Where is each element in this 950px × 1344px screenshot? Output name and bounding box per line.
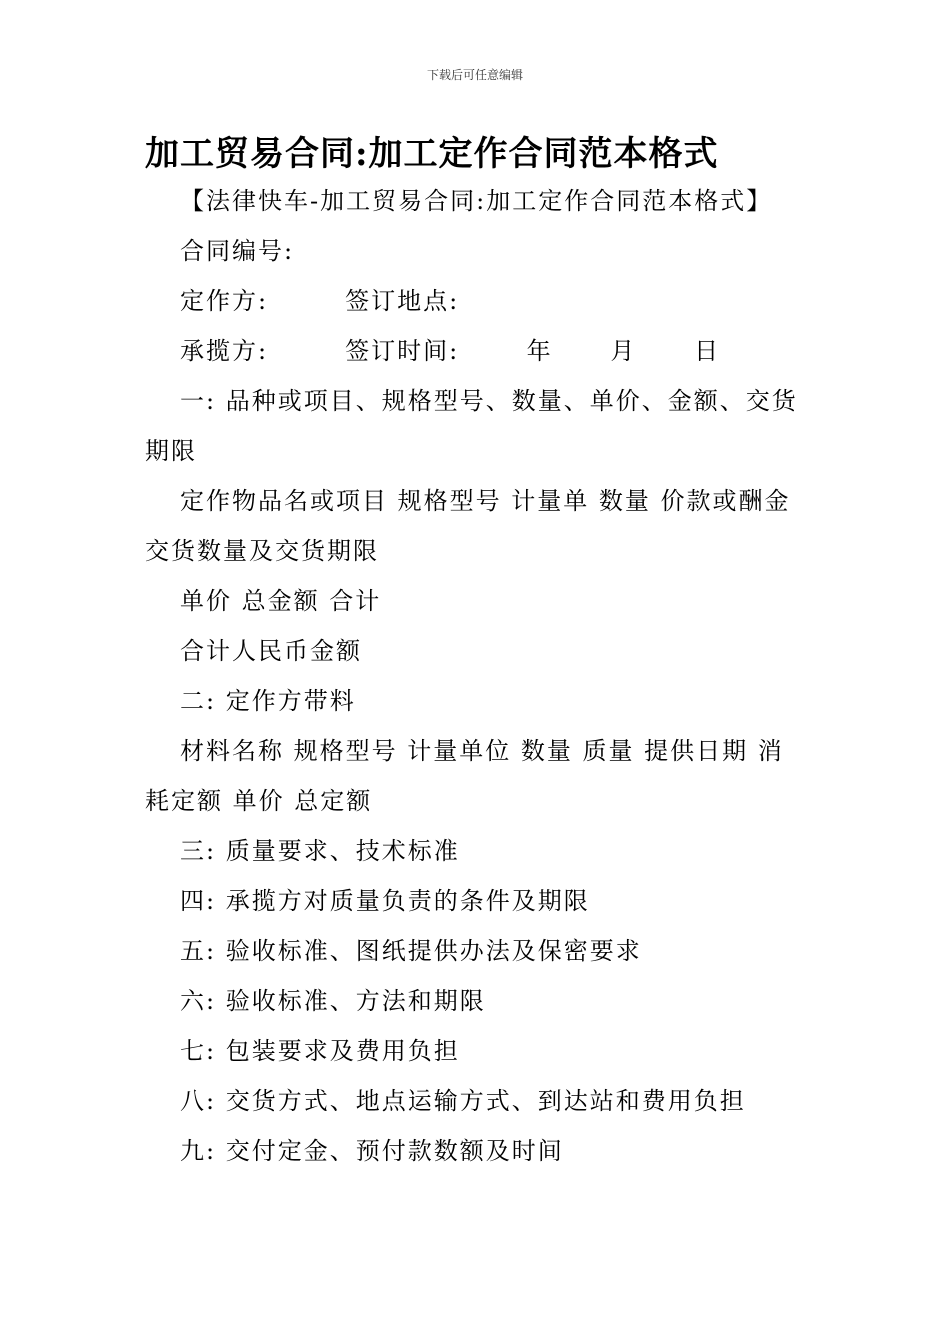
- clause-2: 二: 定作方带料: [180, 687, 356, 715]
- contract-number-line: 合同编号:: [180, 237, 295, 265]
- document-body: [145, 176, 807, 1176]
- clause-1-total-line: 合计人民币金额: [180, 637, 362, 665]
- clause-9: 九: 交付定金、预付款数额及时间: [180, 1137, 564, 1165]
- clause-5: 五: 验收标准、图纸提供办法及保密要求: [180, 937, 642, 965]
- clause-6: 六: 验收标准、方法和期限: [180, 987, 486, 1015]
- clause-1: 一: 品种或项目、规格型号、数量、单价、金额、交货期限: [145, 387, 798, 465]
- clause-1-price-line: 单价 总金额 合计: [180, 587, 382, 615]
- clause-8: 八: 交货方式、地点运输方式、到达站和费用负担: [180, 1087, 746, 1115]
- contractor-line: 承揽方: 签订时间: 年 月 日: [180, 337, 721, 365]
- page-header-note: 下载后可任意编辑: [426, 68, 523, 82]
- clause-3: 三: 质量要求、技术标准: [180, 837, 460, 865]
- clause-1-table-header: 定作物品名或项目 规格型号 计量单 数量 价款或酬金交货数量及交货期限: [145, 487, 791, 565]
- clause-7: 七: 包装要求及费用负担: [180, 1037, 460, 1065]
- clause-4: 四: 承揽方对质量负责的条件及期限: [180, 887, 590, 915]
- document-title: 加工贸易合同:加工定作合同范本格式: [145, 134, 719, 174]
- clause-2-table-header: 材料名称 规格型号 计量单位 数量 质量 提供日期 消耗定额 单价 总定额: [145, 737, 784, 815]
- source-tag-paragraph: 【法律快车-加工贸易合同:加工定作合同范本格式】: [180, 187, 773, 215]
- orderer-line: 定作方: 签订地点:: [180, 287, 460, 315]
